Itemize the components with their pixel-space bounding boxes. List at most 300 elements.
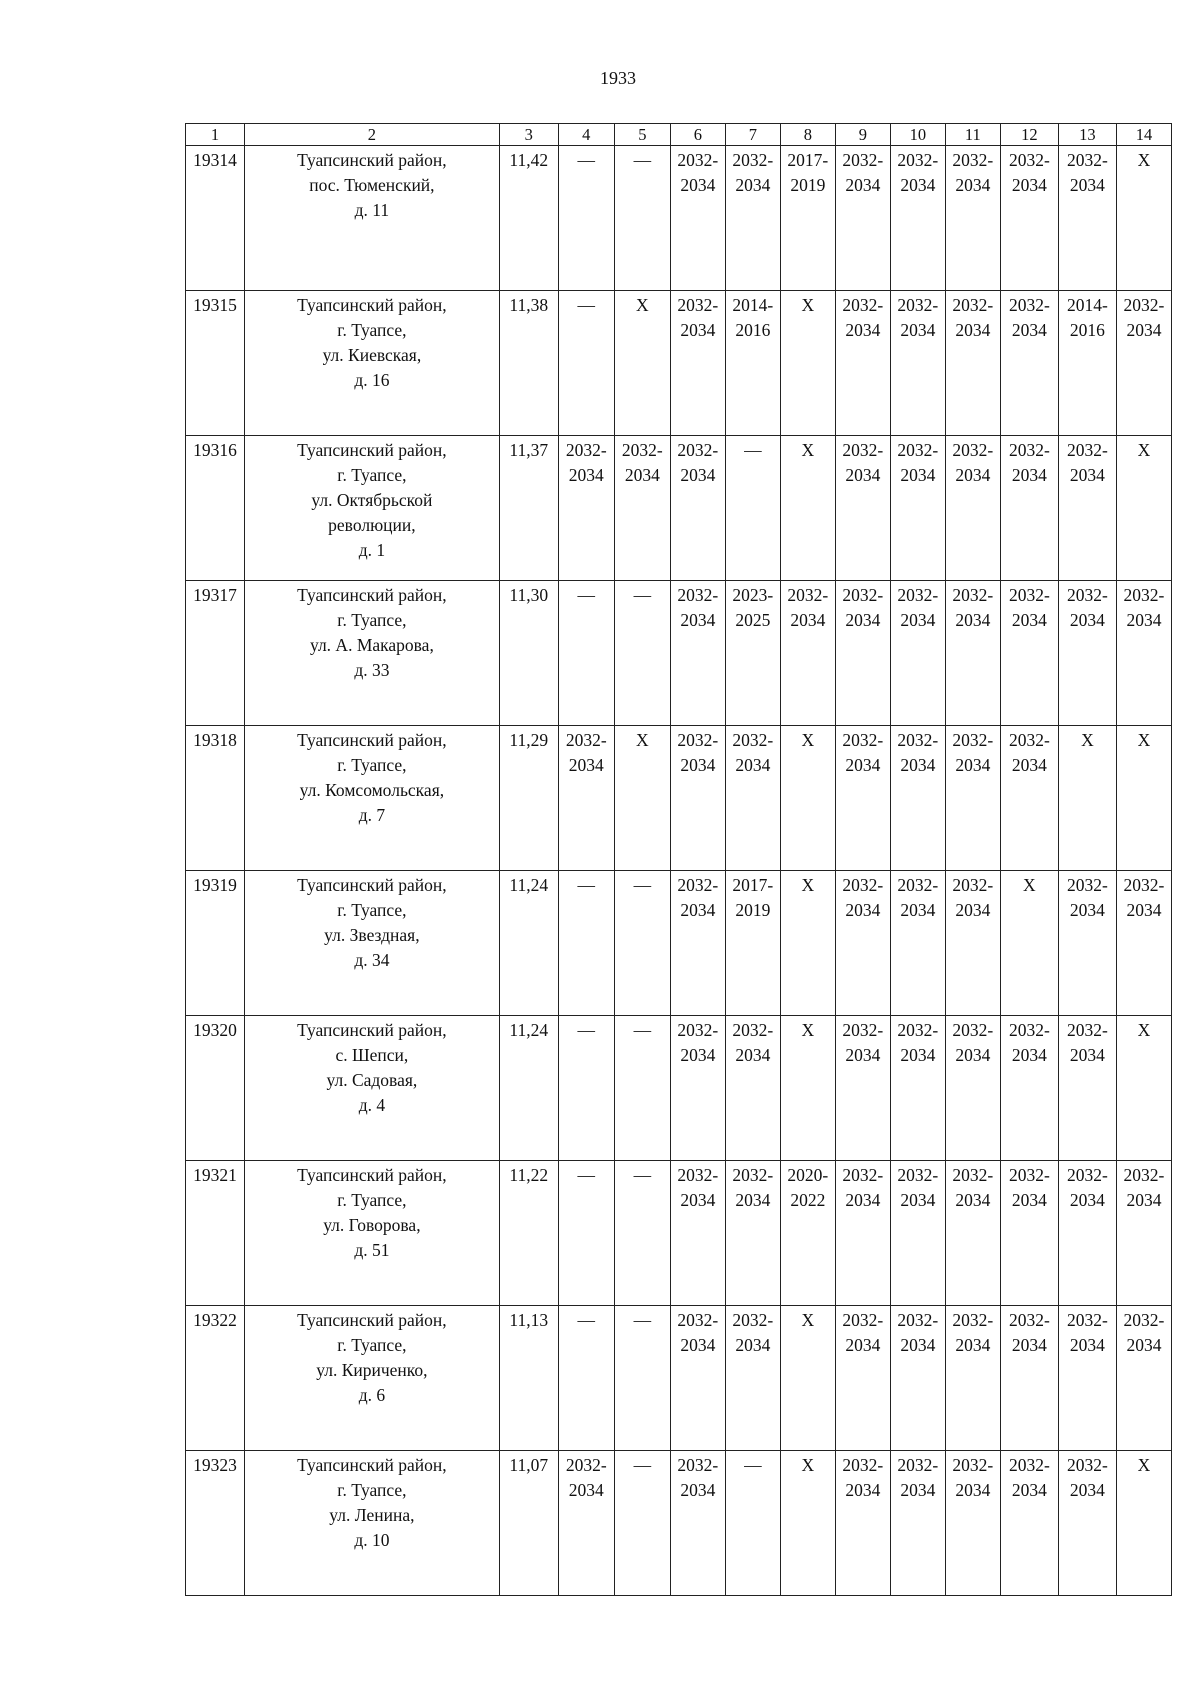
period-text: X [1137,730,1151,750]
period-text: 2032- [842,1020,884,1040]
period-text: 2034 [845,1335,881,1355]
area-cell: 11,42 [499,146,558,291]
period-cell-col-13 [1058,146,1116,291]
area-cell: 11,37 [499,436,558,581]
table-body [186,146,1172,1596]
period-text: 2034 [955,175,991,195]
period-text: 2034 [955,320,991,340]
period-text: 2020- [787,1165,829,1185]
period-cell-col-10 [890,436,945,581]
period-text: 2032- [897,1310,939,1330]
period-text: 2034 [680,1480,716,1500]
period-text: 2034 [955,610,991,630]
period-cell-col-10 [890,1451,945,1596]
table-row [186,1016,1172,1161]
period-cell-col-14 [1116,1016,1171,1161]
period-text: 2032- [677,1020,719,1040]
address-line: ул. А. Макарова, [309,635,434,655]
period-text: 2034 [1126,1335,1162,1355]
period-cell-col-13 [1058,726,1116,871]
period-cell-col-7 [725,1161,780,1306]
period-cell-col-8 [780,1451,835,1596]
period-text: 2032- [1008,1020,1050,1040]
address-cell [245,1161,500,1306]
period-text: 2032- [1066,1020,1108,1040]
period-text: 2034 [1011,465,1047,485]
period-cell-col-4 [558,1161,614,1306]
period-text: 2034 [1069,1480,1105,1500]
period-text: 2034 [900,1190,936,1210]
column-header-11: 11 [945,124,1000,146]
period-text: 2032- [1123,1165,1165,1185]
period-text: 2034 [845,1480,881,1500]
period-text: 2034 [955,1335,991,1355]
period-text: 2034 [900,610,936,630]
period-text: 2032- [621,440,663,460]
column-header-13: 13 [1058,124,1116,146]
address-cell [245,1016,500,1161]
period-text: X [1023,875,1036,895]
period-text: 2034 [568,755,604,775]
period-text: 2032- [1008,730,1050,750]
period-cell-col-7 [725,146,780,291]
address-line: д. 51 [354,1240,390,1260]
period-text: — [577,1020,596,1040]
table-row [186,581,1172,726]
period-text: 2032- [732,150,774,170]
period-text: 2034 [1011,175,1047,195]
period-cell-col-4 [558,1451,614,1596]
period-text: — [577,295,596,315]
period-text: 2032- [952,1165,994,1185]
period-cell-col-11 [945,726,1000,871]
period-cell-col-6 [670,1306,725,1451]
period-text: 2032- [897,440,939,460]
period-cell-col-11 [945,1161,1000,1306]
column-header-6: 6 [670,124,725,146]
period-text: 2034 [568,465,604,485]
period-text: — [577,585,596,605]
period-text: 2034 [680,465,716,485]
period-cell-col-8 [780,436,835,581]
period-text: 2034 [1011,1190,1047,1210]
table-row [186,291,1172,436]
period-text: 2034 [955,1190,991,1210]
period-cell-col-11 [945,1451,1000,1596]
period-cell-col-13 [1058,871,1116,1016]
period-cell-col-6 [670,1016,725,1161]
period-text: — [577,150,596,170]
period-text: 2034 [1126,320,1162,340]
address-line: Туапсинский район, [297,1020,447,1040]
period-cell-col-12 [1000,1161,1058,1306]
table-row [186,146,1172,291]
period-cell-col-10 [890,1161,945,1306]
table-row [186,1161,1172,1306]
address-cell [245,871,500,1016]
column-header-9: 9 [835,124,890,146]
period-text: 2034 [735,755,771,775]
period-cell-col-6 [670,871,725,1016]
period-text: 2032- [952,1455,994,1475]
period-text: 2034 [845,175,881,195]
period-cell-col-10 [890,581,945,726]
column-header-5: 5 [614,124,670,146]
period-text: 2034 [900,755,936,775]
period-text: 2032- [897,1020,939,1040]
period-text: 2032- [842,150,884,170]
address-line: Туапсинский район, [297,730,447,750]
address-line: с. Шепси, [335,1045,409,1065]
column-header-2: 2 [245,124,500,146]
period-cell-col-10 [890,291,945,436]
period-text: — [633,585,652,605]
address-line: пос. Тюменский, [309,175,435,195]
period-text: 2034 [845,610,881,630]
period-text: 2034 [680,320,716,340]
address-line: г. Туапсе, [337,900,407,920]
period-text: 2032- [952,1020,994,1040]
period-text: 2034 [1011,755,1047,775]
period-text: 2032- [952,440,994,460]
period-text: 2032- [677,440,719,460]
period-text: 2032- [565,730,607,750]
period-cell-col-7 [725,1016,780,1161]
period-text: 2032- [1008,1165,1050,1185]
column-header-3: 3 [499,124,558,146]
period-text: 2023- [732,585,774,605]
period-text: 2034 [735,1190,771,1210]
period-text: 2032- [897,875,939,895]
address-line: д. 1 [358,540,386,560]
period-text: 2014- [732,295,774,315]
period-cell-col-6 [670,436,725,581]
address-line: д. 7 [358,805,386,825]
table-row [186,1451,1172,1596]
period-cell-col-9 [835,146,890,291]
period-cell-col-11 [945,1306,1000,1451]
period-cell-col-9 [835,291,890,436]
column-header-14: 14 [1116,124,1171,146]
period-text: 2034 [900,465,936,485]
period-cell-col-11 [945,1016,1000,1161]
period-text: 2034 [680,1045,716,1065]
period-text: 2032- [897,295,939,315]
address-cell [245,581,500,726]
period-cell-col-8 [780,726,835,871]
address-cell [245,436,500,581]
period-text: 2034 [845,900,881,920]
period-text: 2032- [842,730,884,750]
header-row [186,124,1172,146]
period-text: X [1137,1455,1151,1475]
period-text: 2032- [952,150,994,170]
period-cell-col-8 [780,871,835,1016]
period-cell-col-9 [835,1016,890,1161]
period-text: 2034 [845,465,881,485]
address-cell [245,291,500,436]
period-text: X [801,730,815,750]
address-line: революции, [328,515,416,535]
address-line: Туапсинский район, [297,1165,447,1185]
period-text: 2032- [677,1455,719,1475]
period-cell-col-10 [890,146,945,291]
address-cell [245,146,500,291]
period-cell-col-11 [945,581,1000,726]
address-cell [245,726,500,871]
period-cell-col-7 [725,436,780,581]
period-text: 2034 [680,610,716,630]
period-text: 2034 [1126,900,1162,920]
period-text: X [636,730,649,750]
row-id: 19321 [186,1161,245,1306]
period-cell-col-8 [780,146,835,291]
area-cell: 11,13 [499,1306,558,1451]
address-line: г. Туапсе, [337,1190,407,1210]
period-text: 2032- [842,1310,884,1330]
address-line: Туапсинский район, [297,440,447,460]
period-cell-col-4 [558,436,614,581]
period-cell-col-12 [1000,146,1058,291]
address-line: г. Туапсе, [337,755,407,775]
period-text: 2034 [1011,1045,1047,1065]
period-cell-col-12 [1000,871,1058,1016]
period-text: 2034 [680,755,716,775]
period-text: 2034 [790,610,826,630]
period-text: 2032- [952,875,994,895]
period-text: 2032- [842,295,884,315]
period-text: 2032- [1008,585,1050,605]
period-text: 2034 [900,1480,936,1500]
period-text: 2034 [900,320,936,340]
period-cell-col-9 [835,1306,890,1451]
period-cell-col-5 [614,1306,670,1451]
period-cell-col-5 [614,1451,670,1596]
address-line: Туапсинский район, [297,1310,447,1330]
period-text: — [577,1310,596,1330]
period-text: — [744,1455,762,1475]
address-line: Туапсинский район, [297,150,447,170]
period-text: 2019 [790,175,826,195]
address-line: ул. Комсомольская, [299,780,445,800]
period-text: 2032- [952,295,994,315]
period-cell-col-12 [1000,1451,1058,1596]
period-cell-col-7 [725,1306,780,1451]
period-text: X [801,1020,815,1040]
period-text: 2034 [845,1045,881,1065]
area-cell: 11,30 [499,581,558,726]
period-text: 2032- [842,875,884,895]
period-text: 2032- [897,730,939,750]
period-cell-col-14 [1116,1161,1171,1306]
address-line: г. Туапсе, [337,465,407,485]
table-row [186,871,1172,1016]
period-text: X [801,295,815,315]
period-text: — [577,875,596,895]
address-line: ул. Ленина, [329,1505,415,1525]
address-line: д. 6 [358,1385,386,1405]
period-cell-col-4 [558,291,614,436]
period-text: 2032- [732,1020,774,1040]
period-text: 2034 [1069,1335,1105,1355]
period-text: X [801,1455,815,1475]
period-text: 2032- [897,150,939,170]
period-cell-col-14 [1116,581,1171,726]
period-text: 2032- [952,1310,994,1330]
period-cell-col-5 [614,581,670,726]
period-text: X [801,440,815,460]
period-text: 2032- [1066,150,1108,170]
period-cell-col-11 [945,871,1000,1016]
period-text: — [633,1310,652,1330]
address-line: ул. Кириченко, [316,1360,428,1380]
period-cell-col-14 [1116,436,1171,581]
period-text: 2034 [845,1190,881,1210]
period-cell-col-8 [780,291,835,436]
period-text: 2032- [1008,150,1050,170]
period-text: 2034 [568,1480,604,1500]
address-cell [245,1306,500,1451]
period-cell-col-11 [945,291,1000,436]
period-text: 2034 [1011,1335,1047,1355]
period-text: 2032- [1008,1455,1050,1475]
period-cell-col-8 [780,1016,835,1161]
period-text: 2016 [1069,320,1105,340]
period-text: 2034 [955,1480,991,1500]
period-text: 2032- [1123,1310,1165,1330]
period-cell-col-13 [1058,1451,1116,1596]
table-row [186,726,1172,871]
period-cell-col-8 [780,581,835,726]
address-line: ул. Говорова, [323,1215,421,1235]
period-cell-col-13 [1058,1016,1116,1161]
period-text: 2034 [900,175,936,195]
period-cell-col-6 [670,146,725,291]
period-cell-col-5 [614,146,670,291]
period-cell-col-13 [1058,1161,1116,1306]
period-cell-col-6 [670,1161,725,1306]
address-line: д. 33 [354,660,390,680]
area-cell: 11,38 [499,291,558,436]
address-line: ул. Садовая, [326,1070,418,1090]
period-cell-col-12 [1000,1306,1058,1451]
period-text: 2032- [677,1165,719,1185]
period-text: X [801,1310,815,1330]
period-text: 2014- [1066,295,1108,315]
period-text: 2017- [787,150,829,170]
period-text: 2032- [1066,1455,1108,1475]
row-id: 19314 [186,146,245,291]
address-line: д. 34 [354,950,390,970]
period-text: 2034 [735,1045,771,1065]
period-text: 2034 [955,1045,991,1065]
address-line: д. 11 [354,200,390,220]
period-cell-col-8 [780,1161,835,1306]
address-cell [245,1451,500,1596]
period-cell-col-12 [1000,581,1058,726]
row-id: 19315 [186,291,245,436]
period-text: 2025 [735,610,771,630]
period-cell-col-9 [835,1161,890,1306]
period-text: 2032- [1066,875,1108,895]
period-text: 2034 [735,1335,771,1355]
period-cell-col-5 [614,291,670,436]
period-text: 2034 [680,1190,716,1210]
period-text: 2034 [1069,610,1105,630]
period-text: 2034 [900,900,936,920]
period-text: 2032- [677,585,719,605]
column-header-4: 4 [558,124,614,146]
period-cell-col-10 [890,1016,945,1161]
period-cell-col-14 [1116,1451,1171,1596]
address-line: г. Туапсе, [337,610,407,630]
period-text: 2032- [565,1455,607,1475]
period-text: 2022 [790,1190,826,1210]
period-text: 2032- [1123,295,1165,315]
period-cell-col-12 [1000,291,1058,436]
period-cell-col-5 [614,436,670,581]
period-cell-col-14 [1116,871,1171,1016]
period-text: X [1137,150,1151,170]
register-table [185,123,1172,1596]
period-text: 2032- [897,585,939,605]
period-text: 2032- [677,295,719,315]
period-text: 2034 [1011,1480,1047,1500]
period-text: 2032- [842,585,884,605]
period-text: — [633,1455,652,1475]
area-cell: 11,29 [499,726,558,871]
column-header-8: 8 [780,124,835,146]
period-text: 2034 [900,1335,936,1355]
period-cell-col-9 [835,871,890,1016]
period-text: 2032- [952,585,994,605]
period-cell-col-4 [558,1016,614,1161]
row-id: 19323 [186,1451,245,1596]
period-text: 2032- [1066,1310,1108,1330]
period-text: 2032- [677,730,719,750]
period-text: 2034 [1069,175,1105,195]
period-text: 2034 [1069,465,1105,485]
period-cell-col-14 [1116,291,1171,436]
period-text: 2017- [732,875,774,895]
address-line: г. Туапсе, [337,320,407,340]
period-text: 2032- [1008,295,1050,315]
address-line: г. Туапсе, [337,1335,407,1355]
period-text: 2034 [1011,320,1047,340]
period-text: 2034 [900,1045,936,1065]
period-cell-col-10 [890,1306,945,1451]
period-text: X [1137,1020,1151,1040]
period-cell-col-7 [725,581,780,726]
period-text: 2034 [1126,610,1162,630]
period-text: — [633,1165,652,1185]
period-cell-col-4 [558,581,614,726]
period-cell-col-8 [780,1306,835,1451]
area-cell: 11,22 [499,1161,558,1306]
period-text: 2032- [732,1165,774,1185]
period-cell-col-7 [725,871,780,1016]
period-text: 2032- [897,1455,939,1475]
period-cell-col-5 [614,871,670,1016]
column-header-12: 12 [1000,124,1058,146]
column-header-7: 7 [725,124,780,146]
period-cell-col-14 [1116,1306,1171,1451]
period-cell-col-10 [890,871,945,1016]
period-text: 2032- [677,875,719,895]
period-cell-col-12 [1000,436,1058,581]
column-header-10: 10 [890,124,945,146]
address-line: ул. Киевская, [322,345,422,365]
